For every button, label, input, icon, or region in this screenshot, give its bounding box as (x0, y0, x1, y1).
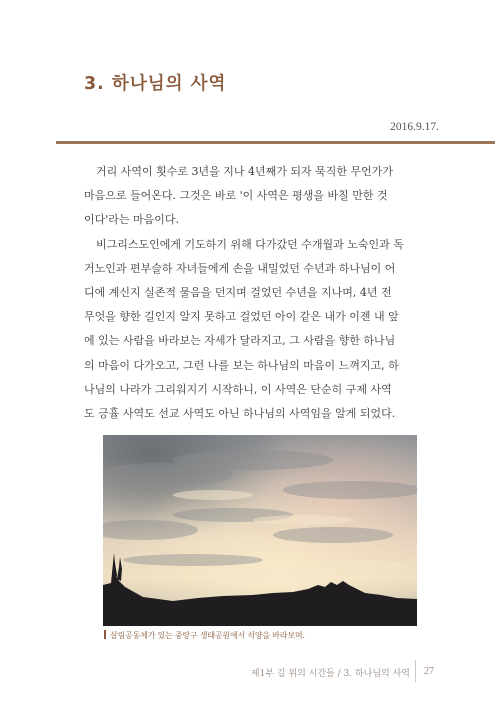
footer-divider (415, 660, 416, 682)
page-number: 27 (424, 666, 434, 677)
paragraph-1: 거리 사역이 횟수로 3년을 지나 4년째가 되자 묵직한 무언가가 마음으로 들어온다. 그것은 바로 '이 사역은 평생을 바칠 만한 것 이다'라는 마음이다. (84, 165, 393, 227)
paragraph-2: 비그리스도인에게 기도하기 위해 다가갔던 수개월과 노숙인과 독 거노인과 편부슬하 자녀들에게 손을 내밀었던 수년과 하나님이 어 디에 계신지 실존적 물음을 던지며 걸었던 수년을 지나며, 4년 전 무엇을 향한 길인지 알지 못하고 걸었던 아이 같은 내가 이젠 내 앞 에 있는 사람을 바라보는 자세가 달라지고, 그 사람을 향한 하나님 의 마음이 다가오고, 그런 나를 보는 하나님의 마음이 느껴지고, 하 나님의 나라가 그리워지기 시작하니, 이 사역은 단순히 구제 사역 도 긍휼 사역도 선교 사역도 아닌 하나님의 사역임을 알게 되었다. (84, 237, 404, 421)
photo-caption-text: 살림공동체가 있는 중랑구 생태공원에서 석양을 바라보며. (110, 631, 305, 640)
photo-caption (104, 630, 305, 641)
entry-date: 2016.9.17. (390, 121, 439, 133)
caption-marker (104, 630, 106, 639)
header-rule (56, 141, 495, 144)
running-footer: 제1부 길 위의 시간들 / 3. 하나님의 사역 (250, 669, 410, 679)
sunset-photo-image (103, 435, 417, 626)
chapter-title: 3. 하나님의 사역 (84, 74, 227, 94)
sunset-photo (103, 435, 417, 626)
body-text (84, 160, 433, 426)
